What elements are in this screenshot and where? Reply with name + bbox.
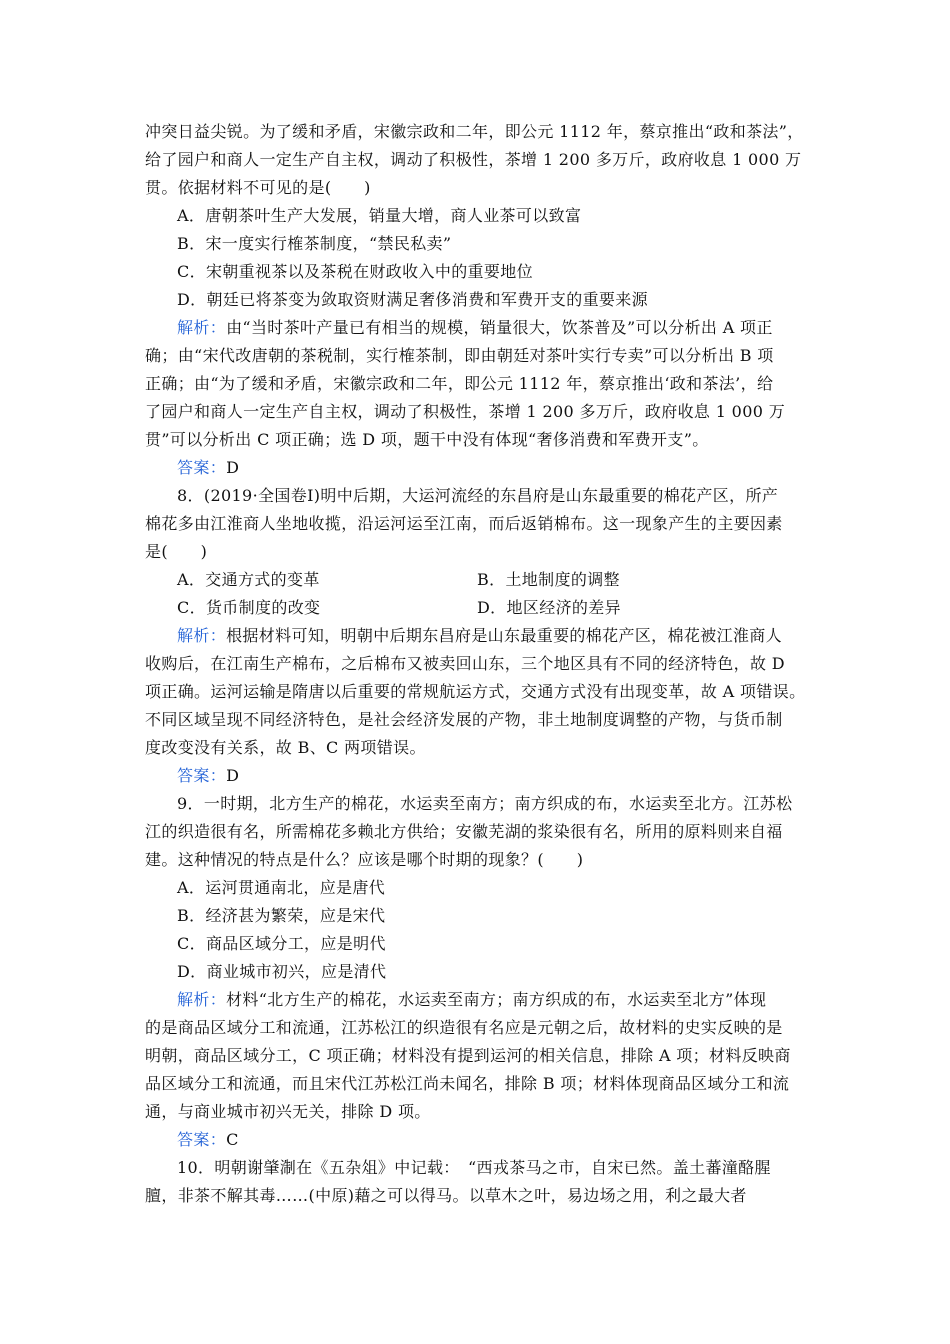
option-a: A．交通方式的变革	[177, 570, 320, 589]
analysis-line: 项正确。运河运输是隋唐以后重要的常规航运方式，交通方式没有出现变革，故 A 项错误。	[145, 682, 806, 701]
analysis-text: 材料“北方生产的棉花，水运卖至南方；南方织成的布，水运卖至北方”体现	[226, 990, 767, 1009]
option-b: B．土地制度的调整	[477, 570, 620, 589]
stem-line: 给了园户和商人一定生产自主权，调动了积极性，茶增 1 200 多万斤，政府收息 1 000 万	[145, 150, 802, 169]
analysis-label: 解析：	[177, 990, 227, 1009]
analysis-line: 品区域分工和流通，而且宋代江苏松江尚未闻名，排除 B 项；材料体现商品区域分工和流	[145, 1074, 790, 1093]
option-c: C．商品区域分工，应是明代	[177, 934, 386, 953]
stem-line: 建。这种情况的特点是什么？应该是哪个时期的现象？( )	[145, 850, 584, 869]
option-d: D．地区经济的差异	[477, 598, 621, 617]
question-7	[145, 118, 810, 482]
analysis-line: 了园户和商人一定生产自主权，调动了积极性，茶增 1 200 多万斤，政府收息 1 000 万	[145, 402, 786, 421]
analysis-line: 度改变没有关系，故 B、C 两项错误。	[145, 738, 426, 757]
analysis-line: 确；由“宋代改唐朝的茶税制，实行榷茶制，即由朝廷对茶叶实行专卖”可以分析出 B 项	[145, 346, 774, 365]
answer-line	[145, 1126, 810, 1154]
option-a: A．运河贯通南北，应是唐代	[177, 878, 386, 897]
answer-value: D	[226, 766, 240, 785]
option-d: D．商业城市初兴，应是清代	[177, 962, 387, 981]
answer-line	[145, 762, 810, 790]
stem-line: 冲突日益尖锐。为了缓和矛盾，宋徽宗政和二年，即公元 1112 年，蔡京推出“政和茶法”，	[145, 122, 804, 141]
analysis-line: 通，与商业城市初兴无关，排除 D 项。	[145, 1102, 431, 1121]
answer-label: 答案：	[177, 458, 227, 477]
option-c: C．宋朝重视茶以及茶税在财政收入中的重要地位	[177, 262, 533, 281]
analysis-text: 根据材料可知，明朝中后期东昌府是山东最重要的棉花产区，棉花被江淮商人	[226, 626, 782, 645]
option-d: D．朝廷已将茶变为敛取资财满足奢侈消费和军费开支的重要来源	[177, 290, 648, 309]
question-8	[145, 482, 810, 790]
analysis-line: 明朝，商品区域分工，C 项正确；材料没有提到运河的相关信息，排除 A 项；材料反映商	[145, 1046, 791, 1065]
question-10	[145, 1154, 810, 1210]
analysis-line	[145, 986, 810, 1014]
analysis-line: 贯”可以分析出 C 项正确；选 D 项，题干中没有体现“奢侈消费和军费开支”。	[145, 430, 709, 449]
analysis-line	[145, 314, 810, 342]
stem-line: 膻，非茶不解其毒……(中原)藉之可以得马。以草木之叶，易边场之用，利之最大者	[145, 1186, 747, 1205]
analysis-line: 正确；由“为了缓和矛盾，宋徽宗政和二年，即公元 1112 年，蔡京推出‘政和茶法’，给	[145, 374, 774, 393]
answer-value: D	[226, 458, 240, 477]
analysis-text: 由“当时茶叶产量已有相当的规模，销量很大，饮茶普及”可以分析出 A 项正	[226, 318, 773, 337]
stem-line: 江的织造很有名，所需棉花多赖北方供给；安徽芜湖的浆染很有名，所用的原料则来自福	[145, 822, 783, 841]
stem-line: 是( )	[145, 542, 208, 561]
option-row	[145, 566, 810, 594]
option-c: C．货币制度的改变	[177, 598, 321, 617]
stem-line: 棉花多由江淮商人坐地收揽，沿运河运至江南，而后返销棉布。这一现象产生的主要因素	[145, 514, 783, 533]
option-row	[145, 594, 810, 622]
question-9	[145, 790, 810, 1154]
stem-line: 8．(2019·全国卷Ⅰ)明中后期，大运河流经的东昌府是山东最重要的棉花产区，所产	[177, 486, 779, 505]
analysis-line	[145, 622, 810, 650]
analysis-label: 解析：	[177, 318, 227, 337]
analysis-label: 解析：	[177, 626, 227, 645]
analysis-line: 收购后，在江南生产棉布，之后棉布又被卖回山东，三个地区具有不同的经济特色，故 D	[145, 654, 785, 673]
document-page	[145, 118, 810, 1210]
answer-label: 答案：	[177, 766, 227, 785]
stem-line: 贯。依据材料不可见的是( )	[145, 178, 371, 197]
answer-line	[145, 454, 810, 482]
option-b: B．宋一度实行榷茶制度，“禁民私卖”	[177, 234, 452, 253]
analysis-line: 不同区域呈现不同经济特色，是社会经济发展的产物，非土地制度调整的产物，与货币制	[145, 710, 783, 729]
stem-line: 9．一时期，北方生产的棉花，水运卖至南方；南方织成的布，水运卖至北方。江苏松	[177, 794, 793, 813]
option-b: B．经济甚为繁荣，应是宋代	[177, 906, 386, 925]
option-a: A．唐朝茶叶生产大发展，销量大增，商人业茶可以致富	[177, 206, 582, 225]
stem-line: 10．明朝谢肇淛在《五杂俎》中记载： “西戎茶马之市，自宋已然。盖土蕃潼酪腥	[177, 1158, 771, 1177]
answer-value: C	[226, 1130, 239, 1149]
analysis-line: 的是商品区域分工和流通，江苏松江的织造很有名应是元朝之后，故材料的史实反映的是	[145, 1018, 783, 1037]
answer-label: 答案：	[177, 1130, 227, 1149]
